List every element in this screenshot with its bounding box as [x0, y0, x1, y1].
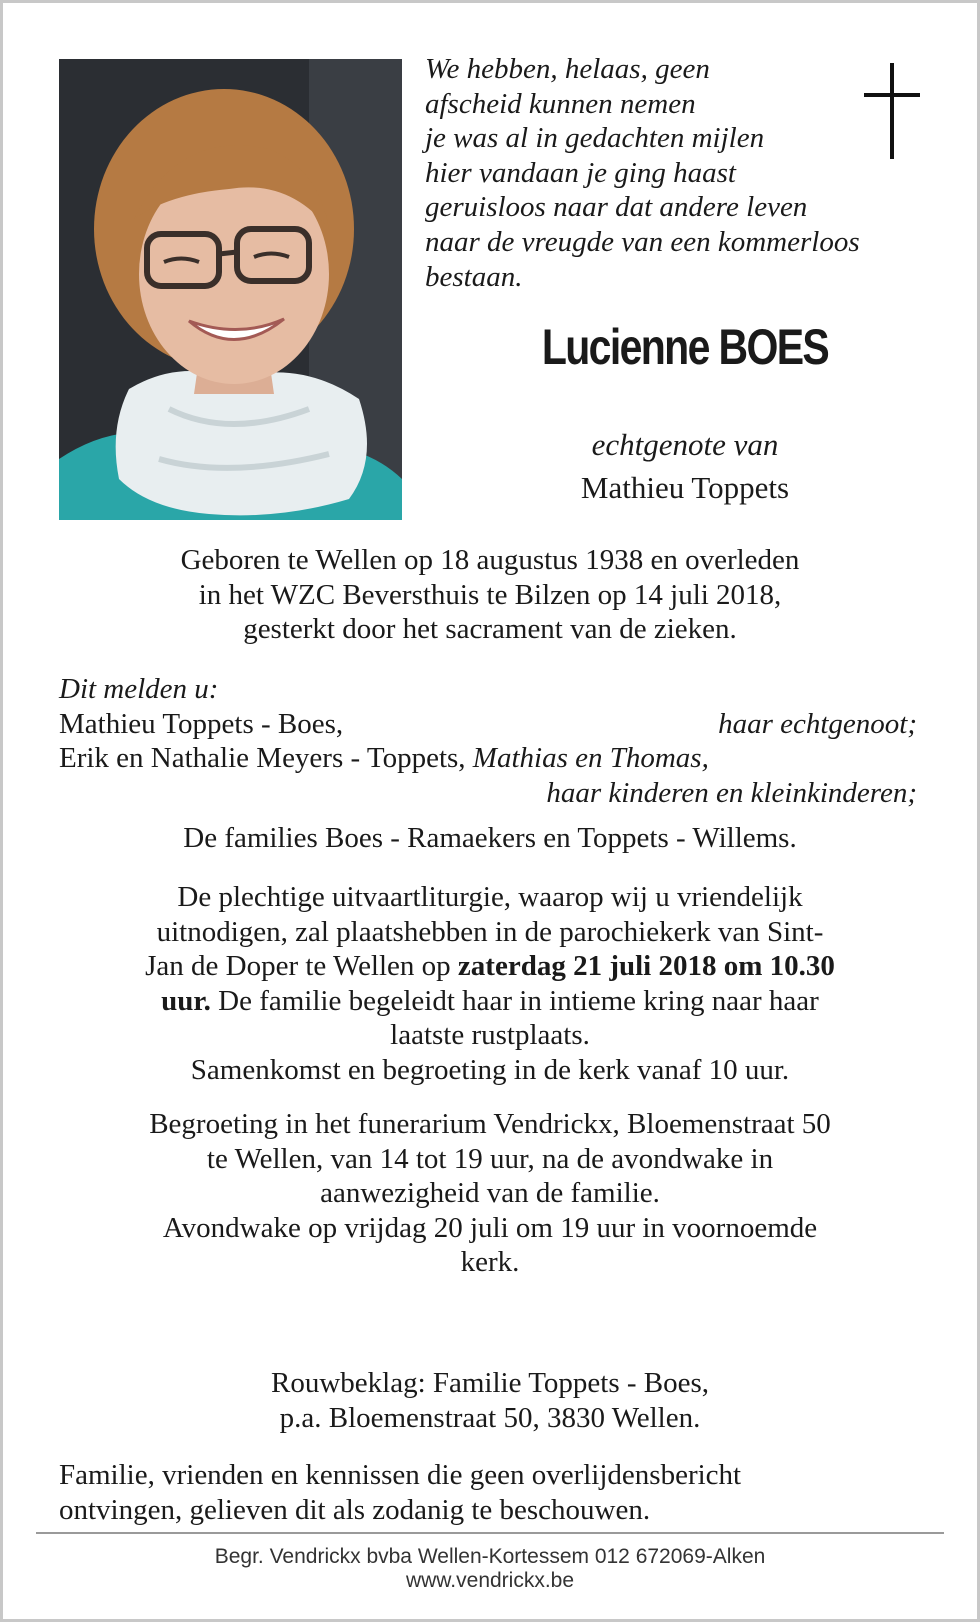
text-line: ontvingen, gelieven dit als zodanig te beschouwen. — [59, 1493, 651, 1526]
divider — [36, 1532, 944, 1534]
announce-spouse-row — [59, 707, 917, 742]
announcement — [59, 672, 917, 810]
text-line: Rouwbeklag: Familie Toppets - Boes, — [270, 1367, 710, 1399]
condolence-text — [40, 1366, 940, 1435]
poem — [425, 52, 895, 294]
birth-death-text — [40, 543, 940, 647]
cross-icon — [864, 63, 920, 159]
spouse-label: echtgenote van — [591, 427, 779, 462]
funeral-date: zaterdag 21 juli 2018 om 10.30 — [457, 950, 835, 983]
text-line: uitnodigen, zal plaatshebben in de parochiekerk van Sint- — [156, 915, 824, 948]
announce-spouse: Mathieu Toppets - Boes, — [59, 707, 344, 740]
funeral-text — [40, 880, 940, 1088]
announce-children-row — [59, 741, 917, 776]
announce-children-role-row — [59, 776, 917, 811]
portrait-photo — [59, 59, 402, 520]
footer-website: www.vendrickx.be — [405, 1569, 575, 1592]
funeral-time-suffix: uur. — [161, 984, 211, 1017]
poem-line: je was al in gedachten mijlen — [425, 122, 765, 155]
announce-spouse-role: haar echtgenoot; — [718, 707, 917, 740]
text-line: Familie, vrienden en kennissen die geen overlijdensbericht — [59, 1459, 742, 1491]
text-line: De families Boes - Ramaekers en Toppets - Willems. — [183, 822, 797, 854]
portrait-illustration — [59, 59, 402, 520]
poem-line: We hebben, helaas, geen — [425, 53, 710, 85]
text-line — [40, 984, 940, 1019]
poem-line: naar de vreugde van een kommerloos — [425, 225, 860, 258]
poem-line: hier vandaan je ging haast — [425, 156, 736, 189]
viewing-text — [40, 1107, 940, 1280]
text-line: p.a. Bloemenstraat 50, 3830 Wellen. — [279, 1401, 701, 1434]
poem-line: geruisloos naar dat andere leven — [425, 191, 808, 224]
text-line: De plechtige uitvaartliturgie, waarop wij u vriendelijk — [177, 881, 803, 913]
text-line: gesterkt door het sacrament van de zieken. — [243, 613, 737, 646]
text-line: Samenkomst en begroeting in de kerk vanaf 10 uur. — [190, 1053, 790, 1086]
poem-line: bestaan. — [425, 260, 523, 293]
footer — [40, 1545, 940, 1593]
text-line: laatste rustplaats. — [390, 1019, 590, 1052]
families-text — [40, 821, 940, 856]
text-line: kerk. — [460, 1246, 520, 1279]
spouse-name: Mathieu Toppets — [580, 470, 790, 505]
closing-text — [59, 1458, 929, 1527]
funeral-line3-pre: Jan de Doper te Wellen op — [145, 950, 458, 983]
poem-line: afscheid kunnen nemen — [425, 87, 696, 120]
announce-intro: Dit melden u: — [59, 673, 219, 705]
text-line: Begroeting in het funerarium Vendrickx, Bloemenstraat 50 — [149, 1108, 831, 1140]
announce-grandchildren: Mathias en Thomas, — [472, 742, 709, 775]
footer-line: Begr. Vendrickx bvba Wellen-Kortessem 012 672069-Alken — [214, 1545, 766, 1568]
deceased-name: Lucienne BOES — [541, 319, 829, 375]
text-line — [40, 949, 940, 984]
funeral-line4-post: De familie begeleidt haar in intieme kring naar haar — [210, 984, 819, 1017]
text-line: in het WZC Beversthuis te Bilzen op 14 juli 2018, — [198, 578, 782, 611]
announce-children-role: haar kinderen en kleinkinderen; — [546, 776, 917, 809]
text-line: Geboren te Wellen op 18 augustus 1938 en overleden — [180, 544, 800, 576]
text-line: aanwezigheid van de familie. — [320, 1177, 660, 1210]
text-line: Avondwake op vrijdag 20 juli om 19 uur in voornoemde — [162, 1211, 818, 1244]
text-line: te Wellen, van 14 tot 19 uur, na de avondwake in — [206, 1142, 774, 1175]
announce-children: Erik en Nathalie Meyers - Toppets, — [59, 742, 466, 775]
